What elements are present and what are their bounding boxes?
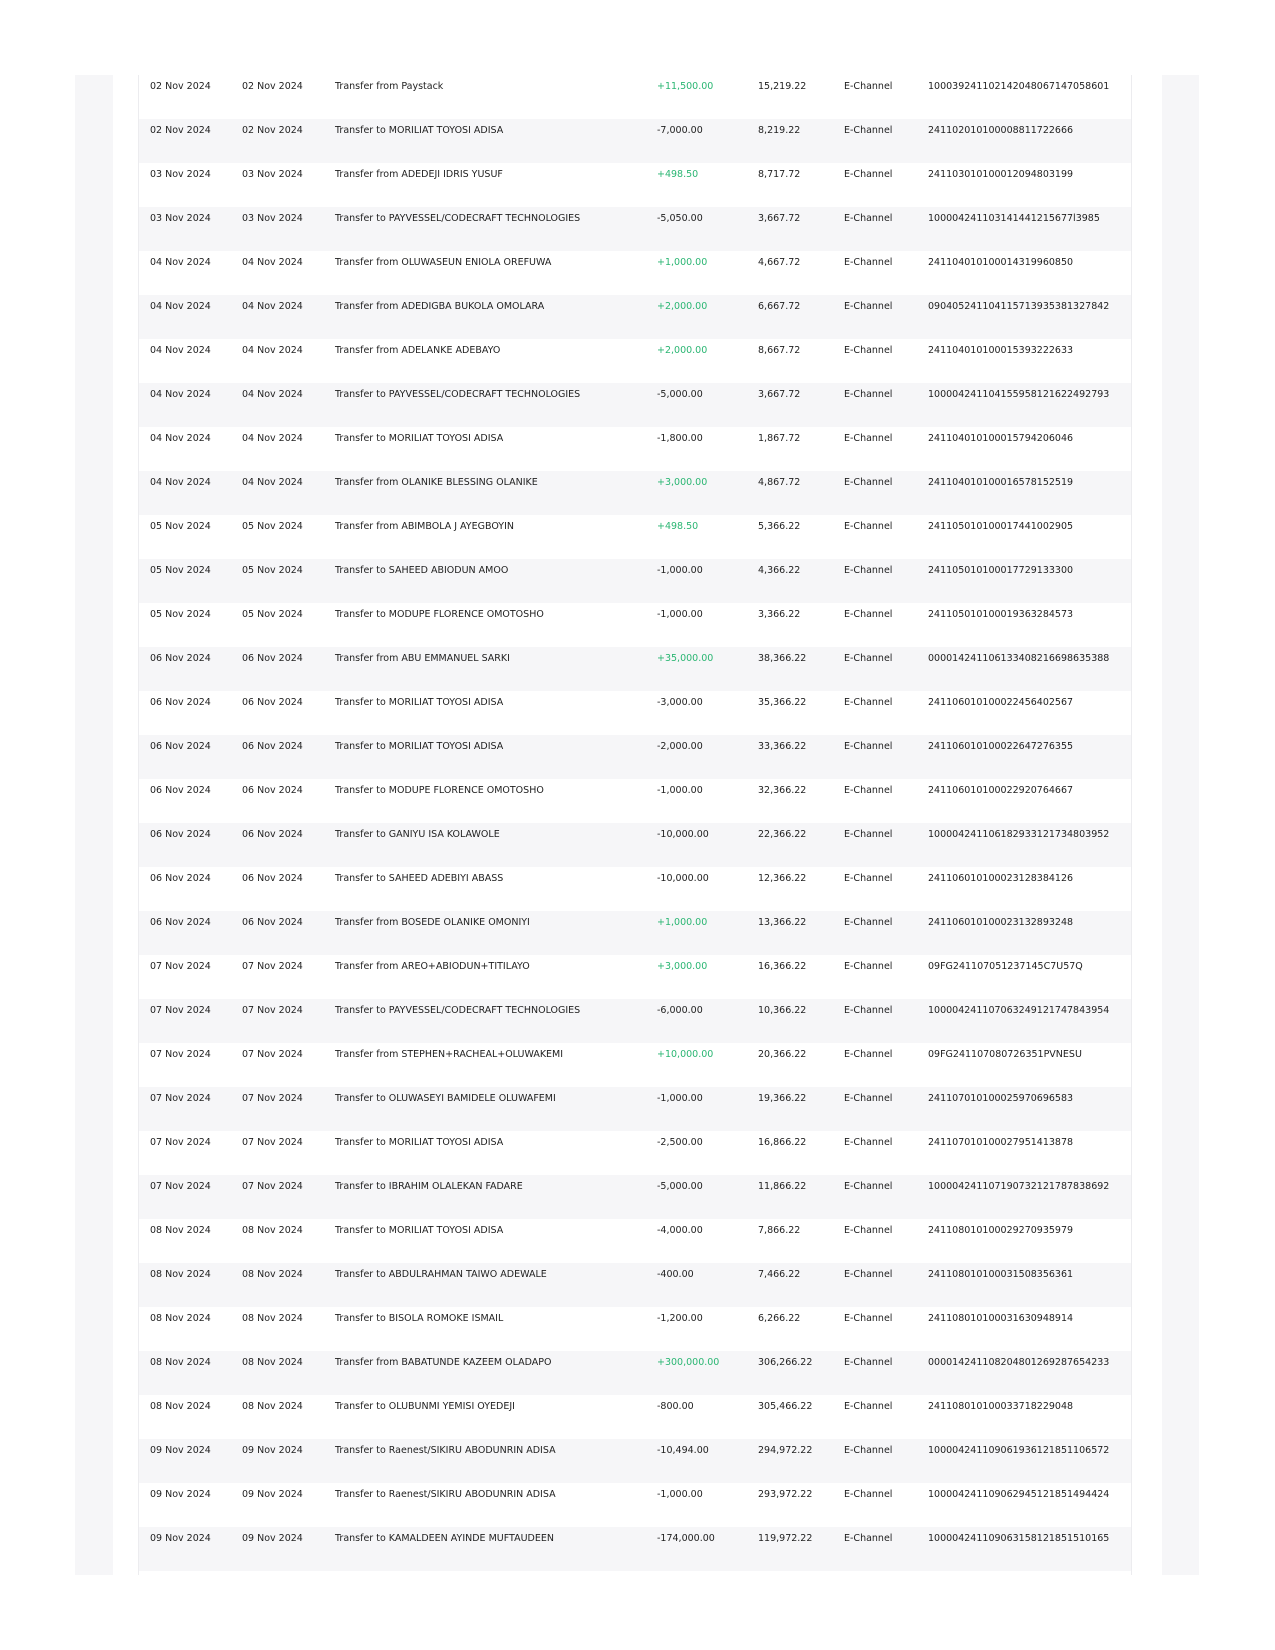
table-row [139, 295, 1131, 339]
value-date: 04 Nov 2024 [242, 257, 303, 268]
transaction-description: Transfer to MORILIAT TOYOSI ADISA [335, 697, 504, 708]
value-date: 03 Nov 2024 [242, 169, 303, 180]
transaction-amount: -1,000.00 [657, 565, 703, 576]
transaction-amount: +498.50 [657, 169, 699, 180]
value-date: 04 Nov 2024 [242, 345, 303, 356]
transaction-description: Transfer from ABU EMMANUEL SARKI [335, 653, 510, 664]
value-date: 06 Nov 2024 [242, 697, 303, 708]
transaction-date: 06 Nov 2024 [150, 785, 211, 796]
transaction-amount: +300,000.00 [657, 1357, 720, 1368]
running-balance: 22,366.22 [758, 829, 807, 840]
transaction-amount: -5,000.00 [657, 389, 703, 400]
table-row [139, 559, 1131, 603]
transaction-channel: E-Channel [844, 1049, 893, 1060]
transaction-reference: 100004241104155958121622492793 [928, 389, 1110, 400]
transaction-channel: E-Channel [844, 213, 893, 224]
transaction-amount: +35,000.00 [657, 653, 714, 664]
running-balance: 306,266.22 [758, 1357, 813, 1368]
transaction-reference: 241104010100015794206046 [928, 433, 1074, 444]
running-balance: 294,972.22 [758, 1445, 813, 1456]
table-row [139, 1527, 1131, 1571]
transaction-reference: 241107010100025970696583 [928, 1093, 1074, 1104]
value-date: 09 Nov 2024 [242, 1445, 303, 1456]
running-balance: 6,667.72 [758, 301, 801, 312]
transaction-reference: 100004241107063249121747843954 [928, 1005, 1110, 1016]
transaction-description: Transfer from OLUWASEUN ENIOLA OREFUWA [335, 257, 552, 268]
transaction-amount: +2,000.00 [657, 301, 708, 312]
right-margin-strip [1162, 75, 1199, 1575]
transaction-channel: E-Channel [844, 81, 893, 92]
transaction-amount: -1,000.00 [657, 1093, 703, 1104]
transaction-date: 09 Nov 2024 [150, 1489, 211, 1500]
transaction-amount: -1,000.00 [657, 1489, 703, 1500]
transaction-channel: E-Channel [844, 1093, 893, 1104]
transaction-channel: E-Channel [844, 565, 893, 576]
table-row [139, 647, 1131, 691]
running-balance: 15,219.22 [758, 81, 807, 92]
transaction-channel: E-Channel [844, 1313, 893, 1324]
table-row [139, 1439, 1131, 1483]
transaction-reference: 100039241102142048067147058601 [928, 81, 1110, 92]
transaction-channel: E-Channel [844, 1137, 893, 1148]
transaction-description: Transfer to MODUPE FLORENCE OMOTOSHO [335, 785, 544, 796]
transaction-reference: 090405241104115713935381327842 [928, 301, 1110, 312]
transaction-date: 07 Nov 2024 [150, 1093, 211, 1104]
transaction-amount: -5,050.00 [657, 213, 703, 224]
running-balance: 5,366.22 [758, 521, 801, 532]
transaction-reference: 100004241107190732121787838692 [928, 1181, 1110, 1192]
value-date: 04 Nov 2024 [242, 477, 303, 488]
value-date: 08 Nov 2024 [242, 1357, 303, 1368]
table-row [139, 251, 1131, 295]
value-date: 06 Nov 2024 [242, 873, 303, 884]
transaction-reference: 241104010100014319960850 [928, 257, 1074, 268]
table-row [139, 603, 1131, 647]
running-balance: 293,972.22 [758, 1489, 813, 1500]
running-balance: 11,866.22 [758, 1181, 807, 1192]
value-date: 09 Nov 2024 [242, 1533, 303, 1544]
running-balance: 1,867.72 [758, 433, 801, 444]
transaction-reference: 09FG241107051237145C7U57Q [928, 961, 1083, 972]
transaction-date: 07 Nov 2024 [150, 1005, 211, 1016]
transaction-date: 06 Nov 2024 [150, 697, 211, 708]
transaction-amount: -10,494.00 [657, 1445, 709, 1456]
value-date: 08 Nov 2024 [242, 1313, 303, 1324]
transaction-channel: E-Channel [844, 169, 893, 180]
transaction-description: Transfer to Raenest/SIKIRU ABODUNRIN ADISA [335, 1489, 556, 1500]
transaction-reference: 241106010100023128384126 [928, 873, 1074, 884]
running-balance: 19,366.22 [758, 1093, 807, 1104]
running-balance: 4,667.72 [758, 257, 801, 268]
transaction-reference: 241106010100022456402567 [928, 697, 1074, 708]
transaction-reference: 241106010100022920764667 [928, 785, 1074, 796]
value-date: 06 Nov 2024 [242, 829, 303, 840]
transaction-date: 04 Nov 2024 [150, 345, 211, 356]
table-row [139, 1087, 1131, 1131]
transaction-date: 06 Nov 2024 [150, 829, 211, 840]
transaction-reference: 000014241108204801269287654233 [928, 1357, 1110, 1368]
running-balance: 13,366.22 [758, 917, 807, 928]
transaction-channel: E-Channel [844, 477, 893, 488]
running-balance: 20,366.22 [758, 1049, 807, 1060]
transaction-date: 09 Nov 2024 [150, 1445, 211, 1456]
transaction-reference: 241108010100033718229048 [928, 1401, 1074, 1412]
transaction-description: Transfer to MORILIAT TOYOSI ADISA [335, 125, 504, 136]
transaction-description: Transfer to PAYVESSEL/CODECRAFT TECHNOLOGIES [335, 1005, 581, 1016]
table-row [139, 823, 1131, 867]
transaction-description: Transfer to PAYVESSEL/CODECRAFT TECHNOLOGIES [335, 389, 581, 400]
value-date: 06 Nov 2024 [242, 741, 303, 752]
transaction-amount: +2,000.00 [657, 345, 708, 356]
transaction-channel: E-Channel [844, 257, 893, 268]
transaction-amount: +1,000.00 [657, 917, 708, 928]
transaction-amount: -7,000.00 [657, 125, 703, 136]
running-balance: 305,466.22 [758, 1401, 813, 1412]
transaction-amount: -174,000.00 [657, 1533, 715, 1544]
value-date: 02 Nov 2024 [242, 81, 303, 92]
transaction-description: Transfer to MORILIAT TOYOSI ADISA [335, 741, 504, 752]
running-balance: 12,366.22 [758, 873, 807, 884]
table-row [139, 1483, 1131, 1527]
transaction-description: Transfer to ABDULRAHMAN TAIWO ADEWALE [335, 1269, 547, 1280]
transaction-description: Transfer to KAMALDEEN AYINDE MUFTAUDEEN [335, 1533, 554, 1544]
running-balance: 7,466.22 [758, 1269, 801, 1280]
value-date: 04 Nov 2024 [242, 301, 303, 312]
transaction-amount: -2,000.00 [657, 741, 703, 752]
running-balance: 7,866.22 [758, 1225, 801, 1236]
value-date: 06 Nov 2024 [242, 917, 303, 928]
transaction-date: 09 Nov 2024 [150, 1533, 211, 1544]
transaction-channel: E-Channel [844, 1489, 893, 1500]
transaction-date: 04 Nov 2024 [150, 389, 211, 400]
transaction-reference: 241104010100016578152519 [928, 477, 1074, 488]
transaction-amount: +3,000.00 [657, 477, 708, 488]
transaction-reference: 09FG241107080726351PVNESU [928, 1049, 1082, 1060]
table-row [139, 1263, 1131, 1307]
transaction-date: 07 Nov 2024 [150, 961, 211, 972]
transaction-description: Transfer to IBRAHIM OLALEKAN FADARE [335, 1181, 523, 1192]
transaction-description: Transfer to MORILIAT TOYOSI ADISA [335, 433, 504, 444]
transaction-date: 03 Nov 2024 [150, 169, 211, 180]
value-date: 07 Nov 2024 [242, 961, 303, 972]
value-date: 08 Nov 2024 [242, 1269, 303, 1280]
table-row [139, 1351, 1131, 1395]
running-balance: 8,717.72 [758, 169, 801, 180]
table-row [139, 75, 1131, 119]
table-row [139, 999, 1131, 1043]
transaction-amount: +498.50 [657, 521, 699, 532]
value-date: 09 Nov 2024 [242, 1489, 303, 1500]
value-date: 08 Nov 2024 [242, 1401, 303, 1412]
transaction-reference: 241108010100031630948914 [928, 1313, 1074, 1324]
transaction-date: 05 Nov 2024 [150, 521, 211, 532]
value-date: 05 Nov 2024 [242, 521, 303, 532]
transaction-amount: -2,500.00 [657, 1137, 703, 1148]
transaction-date: 02 Nov 2024 [150, 81, 211, 92]
transaction-amount: -800.00 [657, 1401, 694, 1412]
table-row [139, 1395, 1131, 1439]
transaction-description: Transfer to OLUWASEYI BAMIDELE OLUWAFEMI [335, 1093, 556, 1104]
transaction-reference: 241106010100023132893248 [928, 917, 1074, 928]
running-balance: 8,219.22 [758, 125, 801, 136]
table-row [139, 1175, 1131, 1219]
transaction-channel: E-Channel [844, 873, 893, 884]
transaction-date: 07 Nov 2024 [150, 1049, 211, 1060]
running-balance: 16,866.22 [758, 1137, 807, 1148]
transaction-date: 06 Nov 2024 [150, 873, 211, 884]
table-row [139, 1043, 1131, 1087]
transaction-channel: E-Channel [844, 1401, 893, 1412]
table-row [139, 911, 1131, 955]
transaction-reference: 000014241106133408216698635388 [928, 653, 1110, 664]
transaction-channel: E-Channel [844, 741, 893, 752]
running-balance: 38,366.22 [758, 653, 807, 664]
table-row [139, 735, 1131, 779]
transaction-date: 08 Nov 2024 [150, 1357, 211, 1368]
transaction-channel: E-Channel [844, 785, 893, 796]
transaction-amount: -10,000.00 [657, 829, 709, 840]
table-row [139, 515, 1131, 559]
value-date: 07 Nov 2024 [242, 1181, 303, 1192]
value-date: 07 Nov 2024 [242, 1005, 303, 1016]
running-balance: 3,667.72 [758, 213, 801, 224]
transaction-description: Transfer from Paystack [335, 81, 444, 92]
transaction-channel: E-Channel [844, 521, 893, 532]
transaction-date: 04 Nov 2024 [150, 477, 211, 488]
transaction-description: Transfer to SAHEED ABIODUN AMOO [335, 565, 509, 576]
transaction-amount: -1,000.00 [657, 609, 703, 620]
transaction-description: Transfer to MODUPE FLORENCE OMOTOSHO [335, 609, 544, 620]
transaction-description: Transfer from BOSEDE OLANIKE OMONIYI [335, 917, 530, 928]
transaction-channel: E-Channel [844, 1181, 893, 1192]
table-row [139, 1307, 1131, 1351]
value-date: 05 Nov 2024 [242, 565, 303, 576]
transaction-channel: E-Channel [844, 125, 893, 136]
value-date: 06 Nov 2024 [242, 785, 303, 796]
transaction-description: Transfer from BABATUNDE KAZEEM OLADAPO [335, 1357, 552, 1368]
transaction-date: 05 Nov 2024 [150, 609, 211, 620]
transaction-channel: E-Channel [844, 1005, 893, 1016]
transaction-date: 08 Nov 2024 [150, 1269, 211, 1280]
transaction-description: Transfer from ADEDEJI IDRIS YUSUF [335, 169, 503, 180]
running-balance: 3,667.72 [758, 389, 801, 400]
transaction-reference: 241108010100029270935979 [928, 1225, 1074, 1236]
transaction-channel: E-Channel [844, 917, 893, 928]
transaction-channel: E-Channel [844, 653, 893, 664]
transaction-date: 05 Nov 2024 [150, 565, 211, 576]
running-balance: 35,366.22 [758, 697, 807, 708]
value-date: 04 Nov 2024 [242, 433, 303, 444]
value-date: 06 Nov 2024 [242, 653, 303, 664]
transaction-date: 06 Nov 2024 [150, 741, 211, 752]
transactions-table [138, 75, 1132, 1575]
transaction-channel: E-Channel [844, 829, 893, 840]
transaction-description: Transfer to BISOLA ROMOKE ISMAIL [335, 1313, 504, 1324]
transaction-amount: +11,500.00 [657, 81, 714, 92]
transaction-amount: -6,000.00 [657, 1005, 703, 1016]
table-row [139, 1131, 1131, 1175]
transaction-amount: -10,000.00 [657, 873, 709, 884]
running-balance: 10,366.22 [758, 1005, 807, 1016]
running-balance: 32,366.22 [758, 785, 807, 796]
transaction-channel: E-Channel [844, 697, 893, 708]
transaction-reference: 241105010100017729133300 [928, 565, 1074, 576]
table-row [139, 779, 1131, 823]
transaction-channel: E-Channel [844, 433, 893, 444]
transaction-channel: E-Channel [844, 301, 893, 312]
table-row [139, 383, 1131, 427]
transaction-amount: -1,000.00 [657, 785, 703, 796]
transaction-date: 06 Nov 2024 [150, 917, 211, 928]
transaction-channel: E-Channel [844, 1269, 893, 1280]
transaction-reference: 100004241109061936121851106572 [928, 1445, 1110, 1456]
table-row [139, 427, 1131, 471]
transaction-channel: E-Channel [844, 961, 893, 972]
transaction-date: 06 Nov 2024 [150, 653, 211, 664]
transaction-reference: 100004241106182933121734803952 [928, 829, 1110, 840]
transaction-reference: 241105010100019363284573 [928, 609, 1074, 620]
table-row [139, 1219, 1131, 1263]
table-row [139, 867, 1131, 911]
transaction-date: 08 Nov 2024 [150, 1401, 211, 1412]
table-row [139, 207, 1131, 251]
transaction-reference: 241104010100015393222633 [928, 345, 1074, 356]
transaction-amount: +10,000.00 [657, 1049, 714, 1060]
transaction-reference: 100004241103141441215677l3985 [928, 213, 1100, 224]
running-balance: 16,366.22 [758, 961, 807, 972]
transaction-reference: 241102010100008811722666 [928, 125, 1074, 136]
table-row [139, 163, 1131, 207]
transaction-amount: +1,000.00 [657, 257, 708, 268]
transaction-date: 04 Nov 2024 [150, 301, 211, 312]
transaction-reference: 241108010100031508356361 [928, 1269, 1074, 1280]
transaction-description: Transfer from ADEDIGBA BUKOLA OMOLARA [335, 301, 545, 312]
transaction-description: Transfer to OLUBUNMI YEMISI OYEDEJI [335, 1401, 515, 1412]
transaction-date: 04 Nov 2024 [150, 257, 211, 268]
transaction-amount: -4,000.00 [657, 1225, 703, 1236]
transaction-description: Transfer from OLANIKE BLESSING OLANIKE [335, 477, 538, 488]
transaction-description: Transfer to MORILIAT TOYOSI ADISA [335, 1225, 504, 1236]
transaction-channel: E-Channel [844, 1357, 893, 1368]
running-balance: 4,867.72 [758, 477, 801, 488]
transaction-date: 08 Nov 2024 [150, 1225, 211, 1236]
transaction-description: Transfer to MORILIAT TOYOSI ADISA [335, 1137, 504, 1148]
table-row [139, 339, 1131, 383]
transactions-table-body [139, 75, 1131, 1571]
transaction-description: Transfer to PAYVESSEL/CODECRAFT TECHNOLOGIES [335, 213, 581, 224]
value-date: 03 Nov 2024 [242, 213, 303, 224]
transaction-date: 04 Nov 2024 [150, 433, 211, 444]
transaction-date: 03 Nov 2024 [150, 213, 211, 224]
transaction-date: 07 Nov 2024 [150, 1137, 211, 1148]
transaction-description: Transfer from ADELANKE ADEBAYO [335, 345, 501, 356]
running-balance: 119,972.22 [758, 1533, 813, 1544]
table-row [139, 691, 1131, 735]
transaction-description: Transfer from STEPHEN+RACHEAL+OLUWAKEMI [335, 1049, 564, 1060]
transaction-description: Transfer to GANIYU ISA KOLAWOLE [335, 829, 500, 840]
transaction-amount: -3,000.00 [657, 697, 703, 708]
transaction-reference: 241105010100017441002905 [928, 521, 1074, 532]
table-row [139, 471, 1131, 515]
value-date: 07 Nov 2024 [242, 1093, 303, 1104]
value-date: 08 Nov 2024 [242, 1225, 303, 1236]
running-balance: 6,266.22 [758, 1313, 801, 1324]
running-balance: 33,366.22 [758, 741, 807, 752]
transaction-reference: 100004241109063158121851510165 [928, 1533, 1110, 1544]
transaction-reference: 100004241109062945121851494424 [928, 1489, 1110, 1500]
transaction-amount: -400.00 [657, 1269, 694, 1280]
transaction-amount: -5,000.00 [657, 1181, 703, 1192]
table-row [139, 119, 1131, 163]
value-date: 02 Nov 2024 [242, 125, 303, 136]
transaction-description: Transfer to Raenest/SIKIRU ABODUNRIN ADISA [335, 1445, 556, 1456]
transaction-channel: E-Channel [844, 345, 893, 356]
value-date: 05 Nov 2024 [242, 609, 303, 620]
transaction-reference: 241103010100012094803199 [928, 169, 1074, 180]
transaction-reference: 241107010100027951413878 [928, 1137, 1074, 1148]
transaction-channel: E-Channel [844, 1445, 893, 1456]
transaction-date: 02 Nov 2024 [150, 125, 211, 136]
left-margin-strip [75, 75, 113, 1575]
value-date: 07 Nov 2024 [242, 1049, 303, 1060]
running-balance: 4,366.22 [758, 565, 801, 576]
running-balance: 3,366.22 [758, 609, 801, 620]
running-balance: 8,667.72 [758, 345, 801, 356]
value-date: 04 Nov 2024 [242, 389, 303, 400]
value-date: 07 Nov 2024 [242, 1137, 303, 1148]
transaction-channel: E-Channel [844, 1533, 893, 1544]
transaction-date: 07 Nov 2024 [150, 1181, 211, 1192]
transaction-channel: E-Channel [844, 609, 893, 620]
transaction-description: Transfer to SAHEED ADEBIYI ABASS [335, 873, 504, 884]
transaction-channel: E-Channel [844, 1225, 893, 1236]
transaction-description: Transfer from ABIMBOLA J AYEGBOYIN [335, 521, 514, 532]
transaction-amount: +3,000.00 [657, 961, 708, 972]
table-row [139, 955, 1131, 999]
transaction-description: Transfer from AREO+ABIODUN+TITILAYO [335, 961, 530, 972]
transaction-channel: E-Channel [844, 389, 893, 400]
transaction-amount: -1,800.00 [657, 433, 703, 444]
transaction-date: 08 Nov 2024 [150, 1313, 211, 1324]
transaction-reference: 241106010100022647276355 [928, 741, 1074, 752]
transaction-amount: -1,200.00 [657, 1313, 703, 1324]
